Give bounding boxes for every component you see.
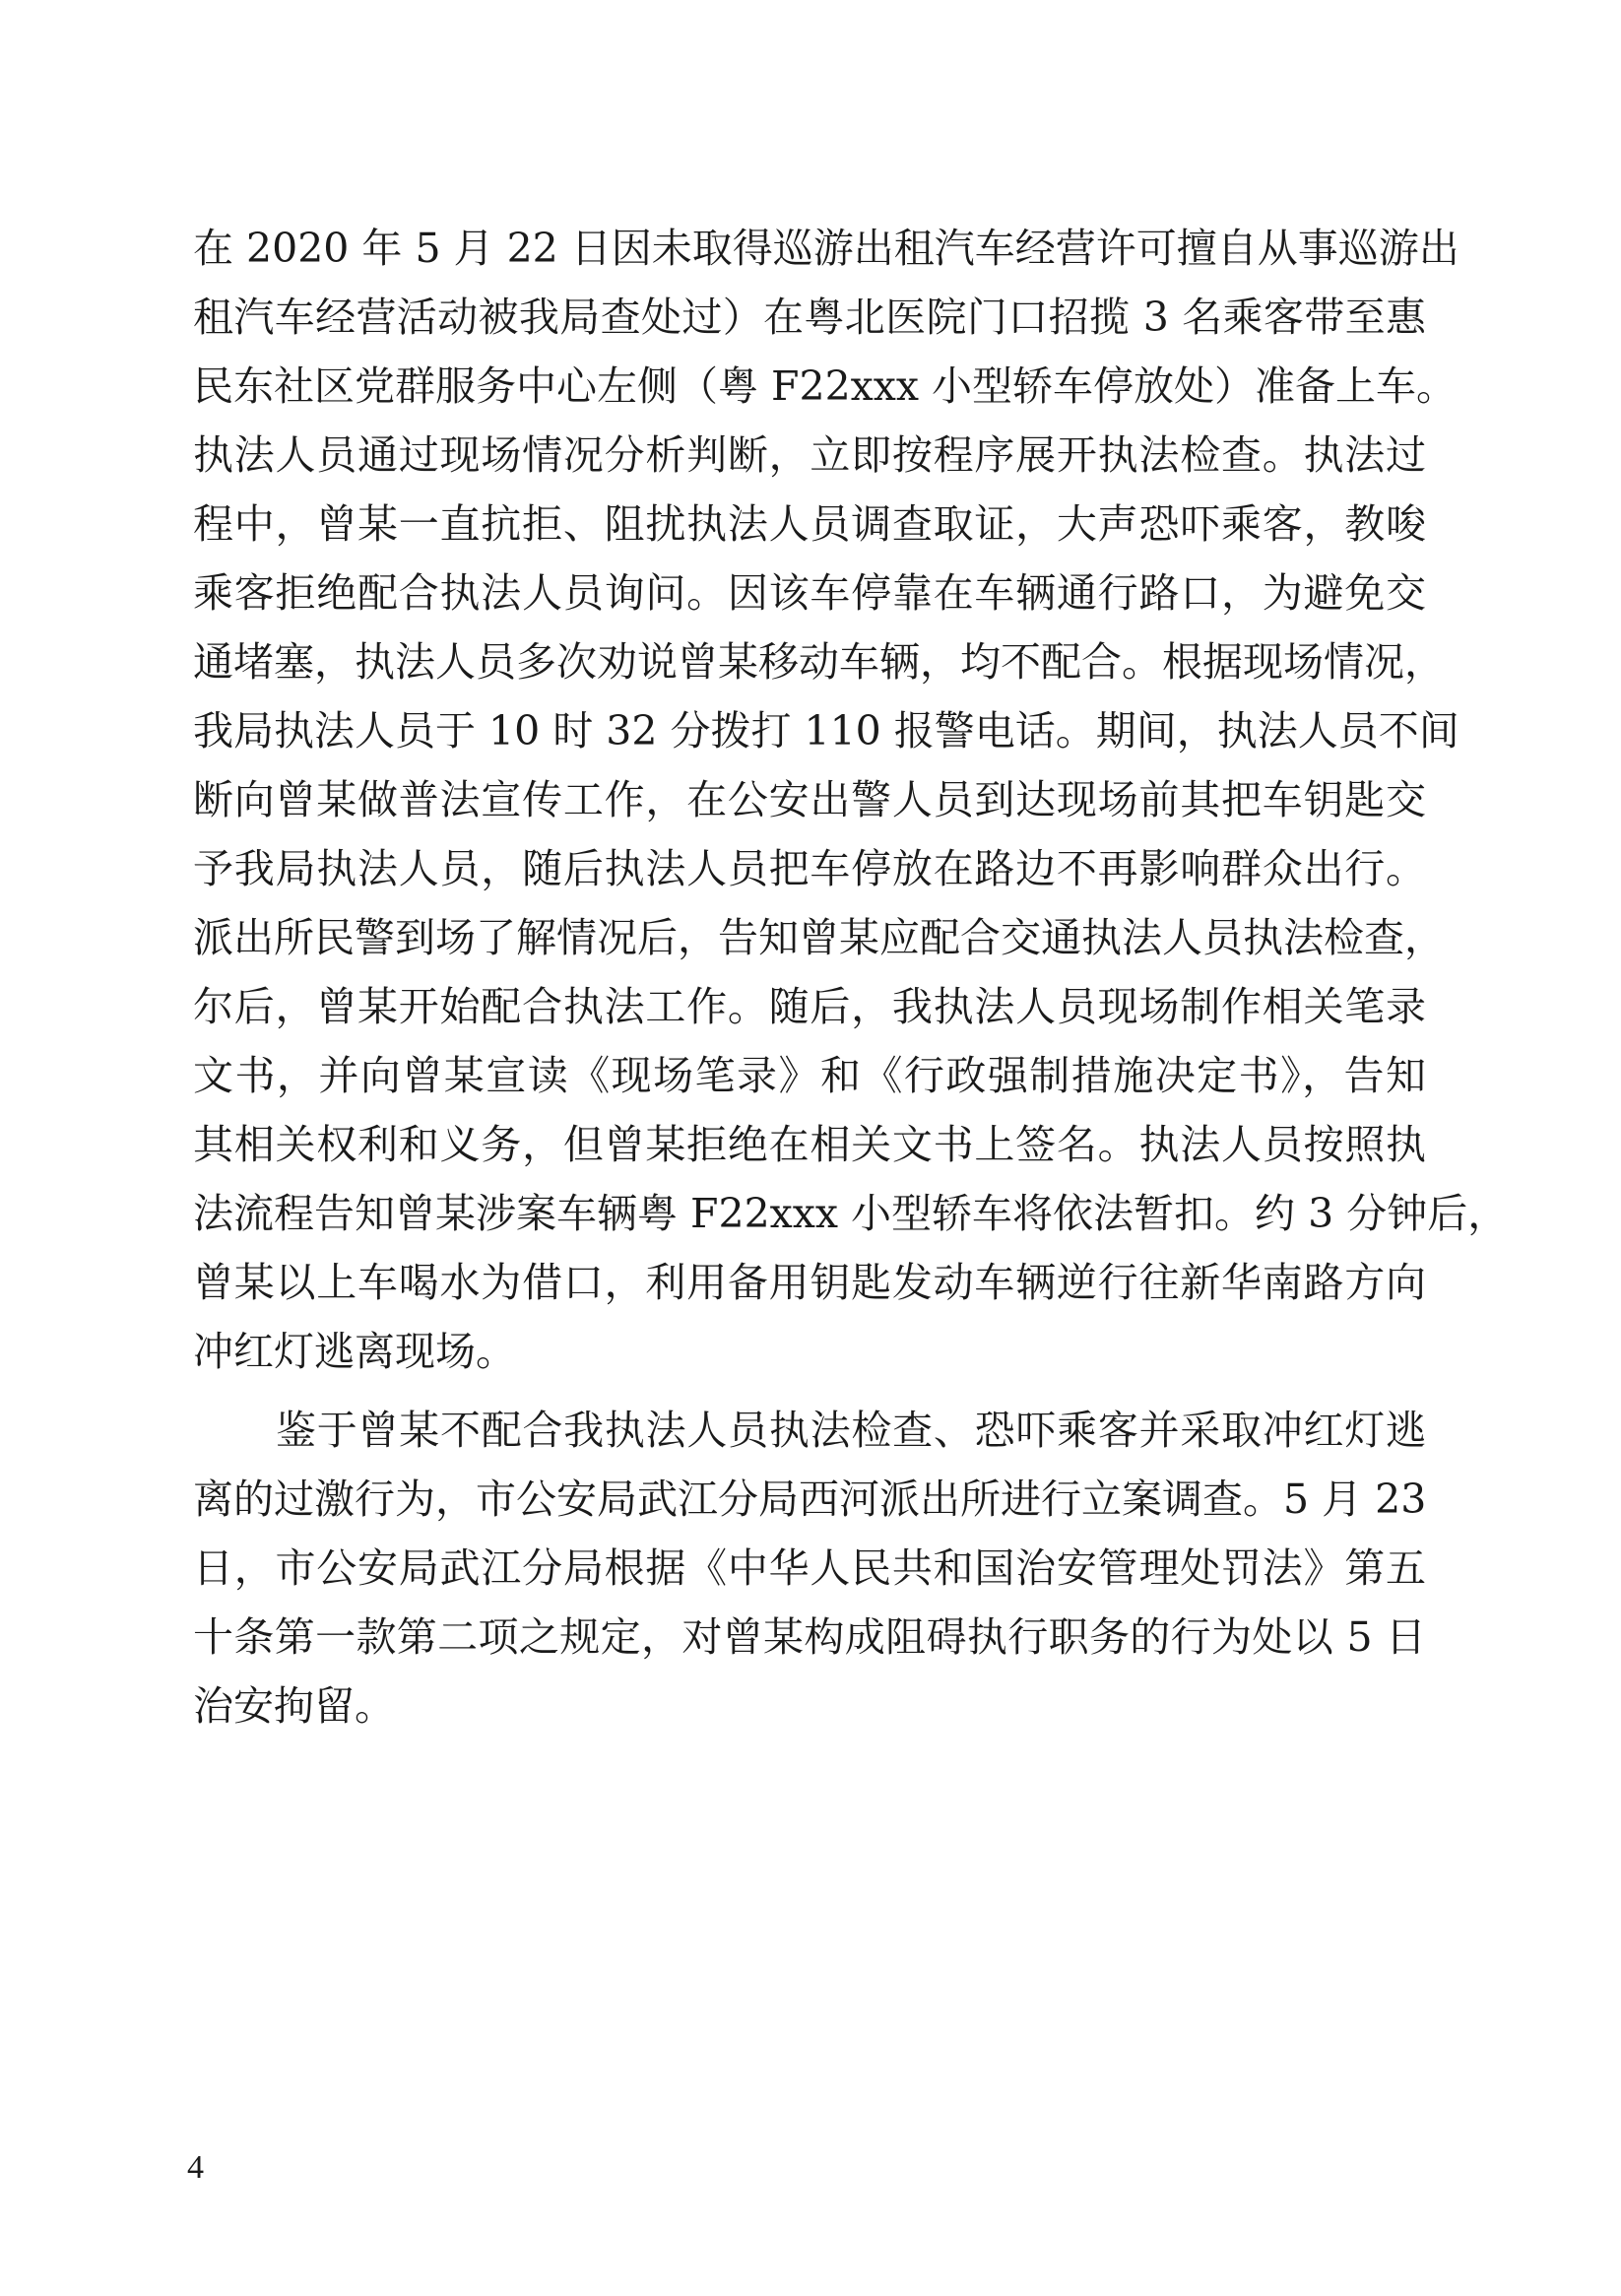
text-line: 租汽车经营活动被我局查处过）在粤北医院门口招揽 3 名乘客带至惠	[193, 294, 1426, 341]
text-line: 曾某以上车喝水为借口，利用备用钥匙发动车辆逆行往新华南路方向	[193, 1259, 1426, 1306]
text-line: 派出所民警到场了解情况后，告知曾某应配合交通执法人员执法检查，	[193, 914, 1445, 961]
text-line: 鉴于曾某不配合我执法人员执法检查、恐吓乘客并采取冲红灯逃	[276, 1407, 1426, 1454]
text-line: 法流程告知曾某涉案车辆粤 F22xxx 小型轿车将依法暂扣。约 3 分钟后，	[193, 1190, 1509, 1237]
text-line: 予我局执法人员，随后执法人员把车停放在路边不再影响群众出行。	[193, 845, 1426, 892]
text-line: 尔后，曾某开始配合执法工作。随后，我执法人员现场制作相关笔录	[193, 983, 1426, 1030]
text-line: 断向曾某做普法宣传工作，在公安出警人员到达现场前其把车钥匙交	[193, 776, 1426, 823]
text-line: 离的过激行为，市公安局武江分局西河派出所进行立案调查。5 月 23	[193, 1476, 1427, 1523]
text-line: 民东社区党群服务中心左侧（粤 F22xxx 小型轿车停放处）准备上车。	[193, 362, 1458, 410]
text-line: 乘客拒绝配合执法人员询问。因该车停靠在车辆通行路口，为避免交	[193, 569, 1426, 617]
text-line: 日，市公安局武江分局根据《中华人民共和国治安管理处罚法》第五	[193, 1544, 1426, 1592]
text-line: 治安拘留。	[193, 1682, 395, 1730]
text-line: 程中，曾某一直抗拒、阻扰执法人员调查取证，大声恐吓乘客，教唆	[193, 500, 1426, 548]
text-line: 文书，并向曾某宣读《现场笔录》和《行政强制措施决定书》，告知	[193, 1052, 1426, 1099]
text-line: 通堵塞，执法人员多次劝说曾某移动车辆，均不配合。根据现场情况，	[193, 638, 1445, 686]
text-line: 十条第一款第二项之规定，对曾某构成阻碍执行职务的行为处以 5 日	[193, 1613, 1426, 1661]
text-line: 冲红灯逃离现场。	[193, 1328, 516, 1375]
text-line: 执法人员通过现场情况分析判断，立即按程序展开执法检查。执法过	[193, 431, 1426, 479]
text-line: 在 2020 年 5 月 22 日因未取得巡游出租汽车经营许可擅自从事巡游出	[193, 225, 1459, 272]
page-number: 4	[187, 2149, 204, 2186]
text-line: 我局执法人员于 10 时 32 分拨打 110 报警电话。期间，执法人员不间	[193, 707, 1459, 754]
text-line: 其相关权利和义务，但曾某拒绝在相关文书上签名。执法人员按照执	[193, 1121, 1426, 1168]
